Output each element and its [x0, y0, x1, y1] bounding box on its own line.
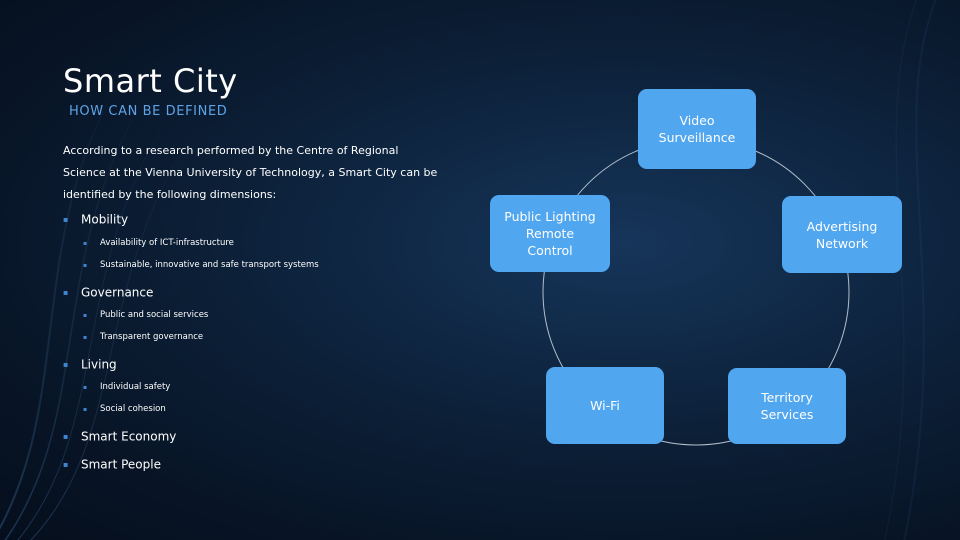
- sub-item: ▪ Public and social services: [83, 310, 209, 320]
- slide-subtitle: HOW CAN BE DEFINED: [69, 104, 228, 119]
- bullet-icon: ▪: [83, 333, 88, 341]
- node-advertising-network: Advertising Network: [782, 196, 902, 273]
- bullet-icon: ▪: [83, 311, 88, 319]
- dimension-item: ▪ Living: [63, 357, 117, 372]
- dimension-item: ▪ Smart Economy: [63, 429, 177, 444]
- sub-item: ▪ Sustainable, innovative and safe transport systems: [83, 260, 319, 270]
- bullet-icon: ▪: [63, 288, 69, 297]
- dimension-item: ▪ Mobility: [63, 212, 129, 227]
- bullet-icon: ▪: [83, 261, 88, 269]
- sub-item: ▪ Individual safety: [83, 382, 171, 392]
- node-public-lighting-remote-control: Public Lighting Remote Control: [490, 195, 610, 272]
- slide-title: Smart City: [63, 62, 238, 100]
- node-wi-fi: Wi-Fi: [546, 367, 664, 444]
- dimension-item: ▪ Governance: [63, 285, 154, 300]
- bullet-icon: ▪: [83, 383, 88, 391]
- node-territory-services: Territory Services: [728, 368, 846, 444]
- sub-item: ▪ Social cohesion: [83, 404, 166, 414]
- sub-item: ▪ Transparent governance: [83, 332, 204, 342]
- bullet-icon: ▪: [63, 360, 69, 369]
- sub-item: ▪ Availability of ICT-infrastructure: [83, 238, 234, 248]
- bullet-icon: ▪: [63, 215, 69, 224]
- intro-paragraph: According to a research performed by the Centre of Regional Science at the Vienna University of Technology, a Smart City can be identified by the following dimensions:: [63, 144, 438, 201]
- bullet-icon: ▪: [63, 460, 69, 469]
- bullet-icon: ▪: [83, 239, 88, 247]
- dimension-item: ▪ Smart People: [63, 457, 161, 472]
- node-video-surveillance: Video Surveillance: [638, 89, 756, 169]
- bullet-icon: ▪: [63, 432, 69, 441]
- bullet-icon: ▪: [83, 405, 88, 413]
